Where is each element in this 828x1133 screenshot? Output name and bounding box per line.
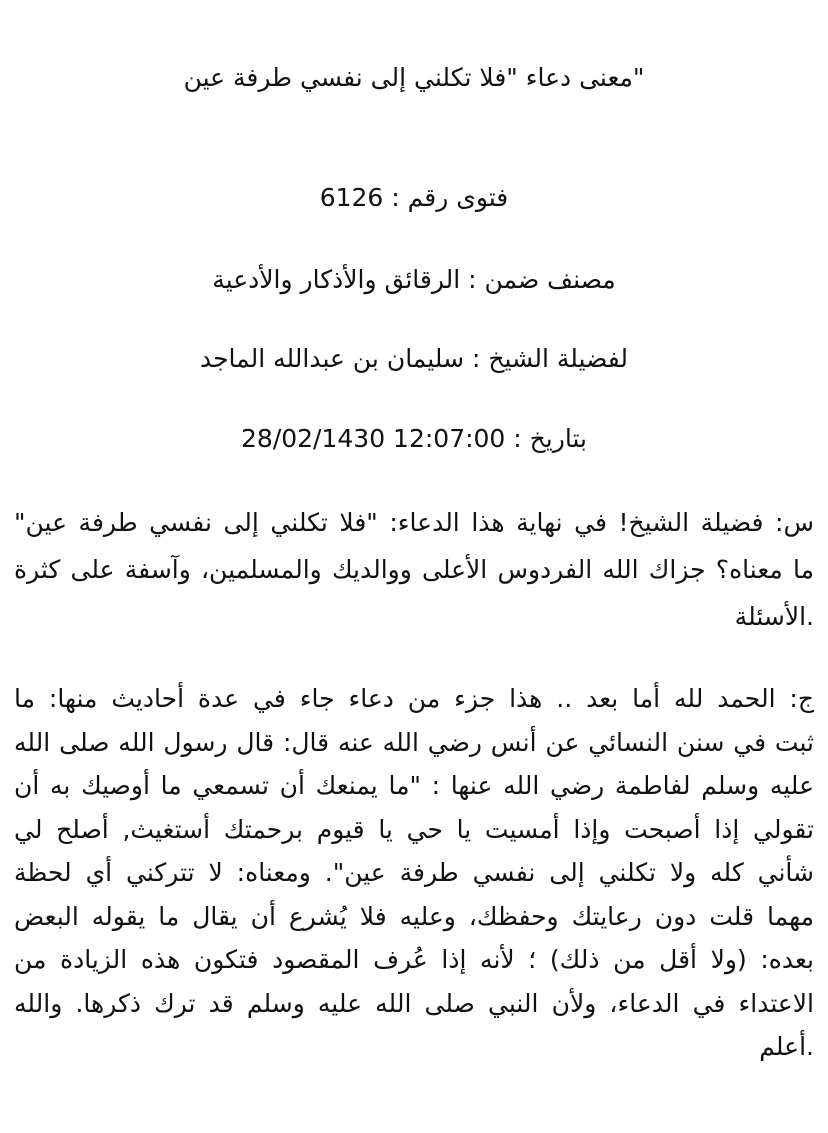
fatwa-category: [0, 262, 828, 298]
answer-line: ثبت في سنن النسائي عن أنس رضي الله عنه قال: قال رسول الله صلى الله: [14, 727, 814, 757]
fatwa-number: [0, 180, 828, 216]
answer-line: ج: الحمد لله أما بعد .. هذا جزء من دعاء جاء في عدة أحاديث منها: ما: [14, 684, 814, 713]
fatwa-number-label: فتوى رقم :: [391, 183, 509, 212]
answer-line: مهما قلت دون رعايتك وحفظك، وعليه فلا يُشرع أن يقال ما يقوله البعض: [14, 901, 814, 931]
fatwa-sheikh-value: سليمان بن عبدالله الماجد: [199, 344, 465, 373]
fatwa-date-label: بتاريخ :: [513, 424, 587, 453]
question-line: س: فضيلة الشيخ! في نهاية هذا الدعاء: "فلا تكلني إلى نفسي طرفة عين": [14, 508, 814, 537]
fatwa-title: "معنى دعاء "فلا تكلني إلى نفسي طرفة عين: [183, 63, 645, 92]
fatwa-date: [0, 421, 828, 457]
fatwa-date-value: 28/02/1430 12:07:00: [241, 424, 506, 453]
answer-line: .أعلم: [759, 1032, 814, 1061]
fatwa-category-label: مصنف ضمن :: [468, 265, 616, 294]
answer-paragraph: [14, 677, 814, 1069]
answer-line: عليه وسلم لفاطمة رضي الله عنها : "ما يمنعك أن تسمعي ما أوصيك به أن: [14, 771, 814, 800]
answer-line: بعده: (ولا أقل من ذلك) ؛ لأنه إذا عُرف المقصود فتكون هذه الزيادة من: [14, 945, 814, 974]
fatwa-category-value: الرقائق والأذكار والأدعية: [212, 265, 461, 294]
fatwa-sheikh: [0, 341, 828, 377]
fatwa-sheikh-label: لفضيلة الشيخ :: [471, 344, 629, 373]
question-line: ما معناه؟ جزاك الله الفردوس الأعلى ووالديك والمسلمين، وآسفة على كثرة: [14, 555, 814, 584]
answer-line: الاعتداء في الدعاء، ولأن النبي صلى الله عليه وسلم قد ترك ذكرها. والله: [14, 988, 814, 1018]
question-line: .الأسئلة: [734, 602, 814, 631]
fatwa-number-value: 6126: [319, 183, 384, 212]
question-paragraph: [14, 499, 814, 640]
answer-line: شأني كله ولا تكلني إلى نفسي طرفة عين". ومعناه: لا تتركني أي لحظة: [14, 858, 814, 887]
answer-line: تقولي إذا أصبحت وإذا أمسيت يا حي يا قيوم برحمتك أستغيث, أصلح لي: [14, 814, 814, 844]
